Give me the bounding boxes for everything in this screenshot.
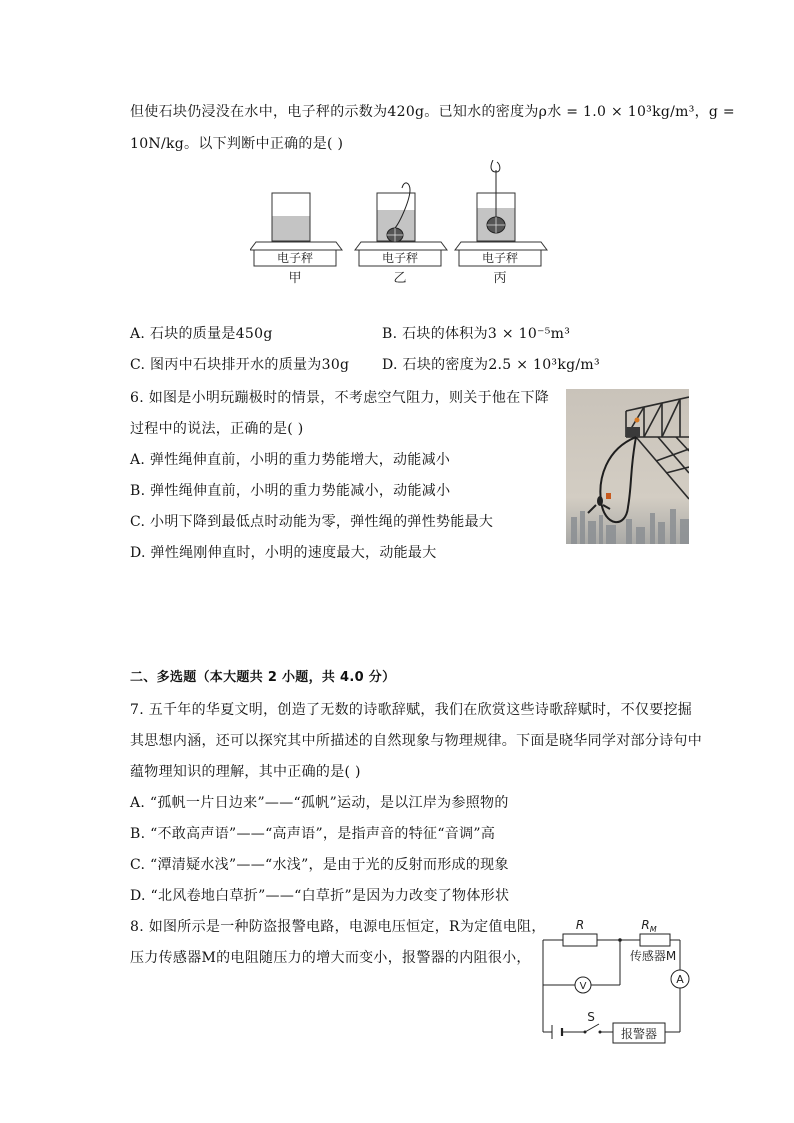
- q7-stem-line1: 7. 五千年的华夏文明，创造了无数的诗歌辞赋，我们在欣赏这些诗歌辞赋时，不仅要挖掘: [130, 702, 693, 718]
- q5-option-b: B. 石块的体积为3 × 10⁻⁵m³: [382, 326, 571, 342]
- q7-stem-line2: 其思想内涵，还可以探究其中所描述的自然现象与物理规律。下面是晓华同学对部分诗句中: [130, 733, 702, 749]
- q6-option-d: D. 弹性绳刚伸直时，小明的速度最大，动能最大: [130, 545, 437, 561]
- q6-option-a: A. 弹性绳伸直前，小明的重力势能增大，动能减小: [130, 452, 451, 468]
- resistor-r-label: R: [575, 918, 585, 932]
- q8-stem-line2: 压力传感器M的电阻随压力的增大而变小，报警器的内阻很小，: [130, 950, 531, 966]
- q6-option-b: B. 弹性绳伸直前，小明的重力势能减小，动能减小: [130, 483, 451, 499]
- label-bing: 丙: [493, 271, 507, 286]
- resistor-rm-label: $R_M$: [641, 918, 657, 934]
- alarm-label: 报警器: [620, 1027, 658, 1041]
- sensor-label: 传感器M: [629, 949, 677, 963]
- section-heading-multiple-choice: 二、多选题（本大题共 2 小题，共 4.0 分）: [130, 670, 396, 685]
- label-yi: 乙: [393, 271, 407, 286]
- ammeter-label: A: [676, 973, 684, 986]
- q6-stem-line2: 过程中的说法，正确的是( ): [130, 421, 304, 437]
- q7-stem-line3: 蕴物理知识的理解，其中正确的是( ): [130, 764, 361, 780]
- q5-option-a: A. 石块的质量是450g: [130, 326, 273, 342]
- voltmeter-label: V: [579, 981, 587, 992]
- q7-option-d: D. “北风卷地白草折”——“白草折”是因为力改变了物体形状: [130, 888, 510, 904]
- scale-label-bing: 电子秤: [481, 251, 519, 265]
- q5-stem-line1: 但使石块仍浸没在水中，电子秤的示数为420g。已知水的密度为ρ水 = 1.0 × 10³kg/m³，g =: [130, 104, 735, 120]
- beakers-figure: [250, 160, 550, 290]
- q6-option-c: C. 小明下降到最低点时动能为零，弹性绳的弹性势能最大: [130, 514, 494, 530]
- q5-option-c: C. 图丙中石块排开水的质量为30g: [130, 357, 350, 373]
- q5-stem-line2: 10N/kg。以下判断中正确的是( ): [130, 136, 344, 152]
- q5-option-d: D. 石块的密度为2.5 × 10³kg/m³: [382, 357, 600, 373]
- scale-label-jia: 电子秤: [276, 251, 314, 265]
- q8-stem-line1: 8. 如图所示是一种防盗报警电路，电源电压恒定，R为定值电阻，: [130, 919, 546, 935]
- q7-option-a: A. “孤帆一片日边来”——“孤帆”运动，是以江岸为参照物的: [130, 795, 509, 811]
- q6-stem-line1: 6. 如图是小明玩蹦极时的情景，不考虑空气阻力，则关于他在下降: [130, 390, 550, 406]
- q7-option-b: B. “不敢高声语”——“高声语”，是指声音的特征“音调”高: [130, 826, 496, 842]
- q7-option-c: C. “潭清疑水浅”——“水浅”，是由于光的反射而形成的现象: [130, 857, 509, 873]
- alarm-circuit-diagram: [535, 915, 695, 1050]
- switch-label: S: [587, 1010, 595, 1024]
- scale-label-yi: 电子秤: [381, 251, 419, 265]
- label-jia: 甲: [288, 271, 302, 286]
- bungee-photo: [566, 389, 689, 544]
